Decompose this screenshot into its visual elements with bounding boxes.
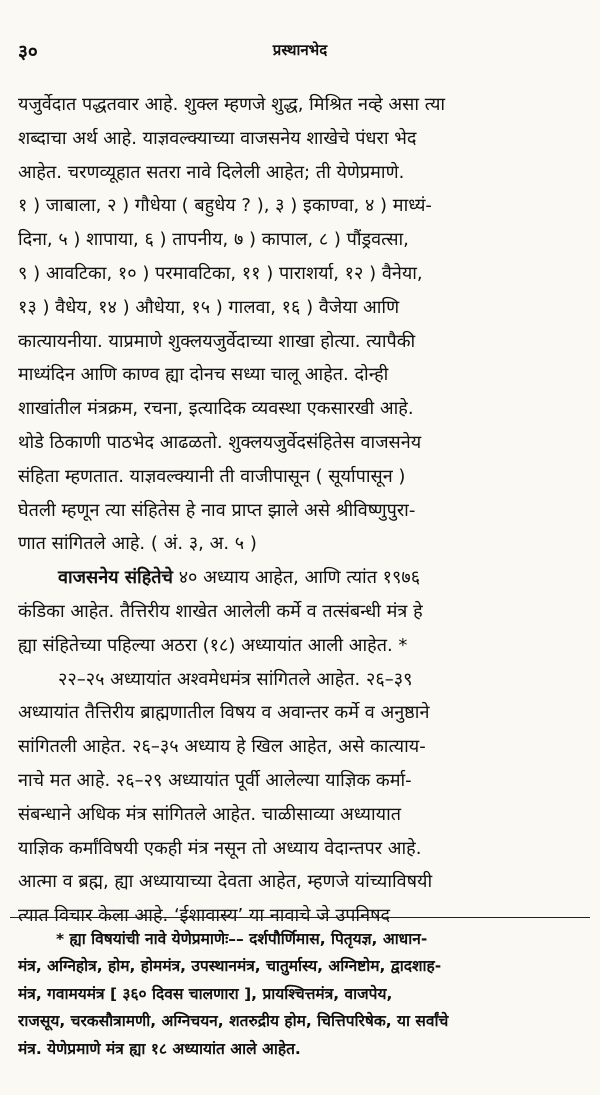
footnote <box>18 926 588 1063</box>
text-line: दिना, ५ ) शापाया, ६ ) तापनीय, ७ ) कापाल, ८ ) पौंड्रवत्सा, <box>18 229 409 251</box>
text-line: त्यात विचार केला आहे. ‘ईशावास्य’ या नावाचे जे उपनिषद <box>18 905 391 927</box>
body-text <box>18 88 588 933</box>
text-line: ९ ) आवटिका, १० ) परमावटिका, ११ ) पाराशर्या, १२ ) वैनेया, <box>18 262 423 284</box>
text-line: नाचे मत आहे. २६–२९ अध्यायांत पूर्वी आलेल्या याज्ञिक कर्मा- <box>18 769 412 791</box>
text-line: अध्यायांत तैत्तिरीय ब्राह्मणातील विषय व अवान्तर कर्मे व अनुष्ठाने <box>18 702 430 724</box>
text-line: यजुर्वेदात पद्धतवार आहे. शुक्ल म्हणजे शुद्ध, मिश्रित नव्हे असा त्या <box>18 94 446 115</box>
running-title: प्रस्थानभेद <box>272 41 328 59</box>
bold-lead-term: वाजसनेय संहितेचे <box>58 567 173 589</box>
text-span: ४० अध्याय आहेत, आणि त्यांत १९७६ <box>172 567 421 589</box>
text-line: सांगितली आहेत. २६–३५ अध्याय हे खिल आहेत, असे कात्याय- <box>18 736 426 758</box>
text-line: संहिता म्हणतात. याज्ञवल्क्यानी ती वाजीपासून ( सूर्यापासून ) <box>18 465 406 487</box>
paragraph-opening-line: २२–२५ अध्यायांत अश्वमेधमंत्र सांगितले आहेत. २६–३९ <box>58 668 413 690</box>
footnote-line: * ह्या विषयांची नावे येणेप्रमाणेः–– दर्शपौर्णिमास, पितृयज्ञ, आधान- <box>56 930 428 948</box>
page-header <box>18 38 582 62</box>
text-line: आहेत. चरणव्यूहात सतरा नावे दिलेली आहेत; ती येणेप्रमाणे. <box>18 161 405 183</box>
text-line: आत्मा व ब्रह्म, ह्या अध्यायाच्या देवता आहेत, म्हणजे यांच्याविषयी <box>18 871 433 893</box>
text-line: शब्दाचा अर्थ आहे. याज्ञवल्क्याच्या वाजसनेय शाखेचे पंधरा भेद <box>18 127 417 149</box>
text-line: कात्यायनीया. याप्रमाणे शुक्लयजुर्वेदाच्या शाखा होत्या. त्यापैकी <box>18 330 416 352</box>
text-line: कंडिका आहेत. तैत्तिरीय शाखेत आलेली कर्मे व तत्संबन्धी मंत्र हे <box>18 600 423 622</box>
text-line: णात सांगितले आहे. ( अं. ३, अ. ५ ) <box>18 533 257 555</box>
footnote-line: राजसूय, चरकसौत्रामणी, अग्निचयन, शतरुद्रीय होम, चित्तिपरिषेक, या सर्वांचे <box>18 1012 449 1031</box>
text-line: संबन्धाने अधिक मंत्र सांगितले आहेत. चाळीसाव्या अध्यायात <box>18 803 402 825</box>
footnote-divider <box>10 917 590 918</box>
text-line: थोडे ठिकाणी पाठभेद आढळतो. शुक्लयजुर्वेदसंहितेस वाजसनेय <box>18 431 422 453</box>
text-line: १३ ) वैधेय, १४ ) औधेया, १५ ) गालवा, १६ ) वैजेया आणि <box>18 296 400 318</box>
paragraph-opening-line <box>18 561 588 595</box>
text-line: ह्या संहितेच्या पहिल्या अठरा (१८) अध्यायांत आली आहेत. * <box>18 634 408 656</box>
text-line: माध्यंदिन आणि काण्व ह्या दोनच सध्या चालू आहेत. दोन्ही <box>18 364 389 386</box>
text-line: घेतली म्हणून त्या संहितेस हे नाव प्राप्त झाले असे श्रीविष्णुपुरा- <box>18 499 416 521</box>
footnote-line: मंत्र. येणेप्रमाणे मंत्र ह्या १८ अध्यायांत आले आहेत. <box>18 1039 301 1058</box>
text-line: १ ) जाबाला, २ ) गौधेया ( बहुधेय ? ), ३ ) इकाण्वा, ४ ) माध्यं- <box>18 195 432 217</box>
page-number: ३० <box>18 41 38 63</box>
footnote-line: मंत्र, अग्निहोत्र, होम, होममंत्र, उपस्थानमंत्र, चातुर्मास्य, अग्निष्टोम, द्वादशाह- <box>18 957 442 976</box>
text-line: याज्ञिक कर्मांविषयी एकही मंत्र नसून तो अध्याय वेदान्तपर आहे. <box>18 837 422 859</box>
footnote-line: मंत्र, गवामयमंत्र [ ३६० दिवस चालणारा ], प्रायश्चित्तमंत्र, वाजपेय, <box>18 984 393 1003</box>
text-line: शाखांतील मंत्रक्रम, रचना, इत्यादिक व्यवस्था एकसारखी आहे. <box>18 398 414 420</box>
